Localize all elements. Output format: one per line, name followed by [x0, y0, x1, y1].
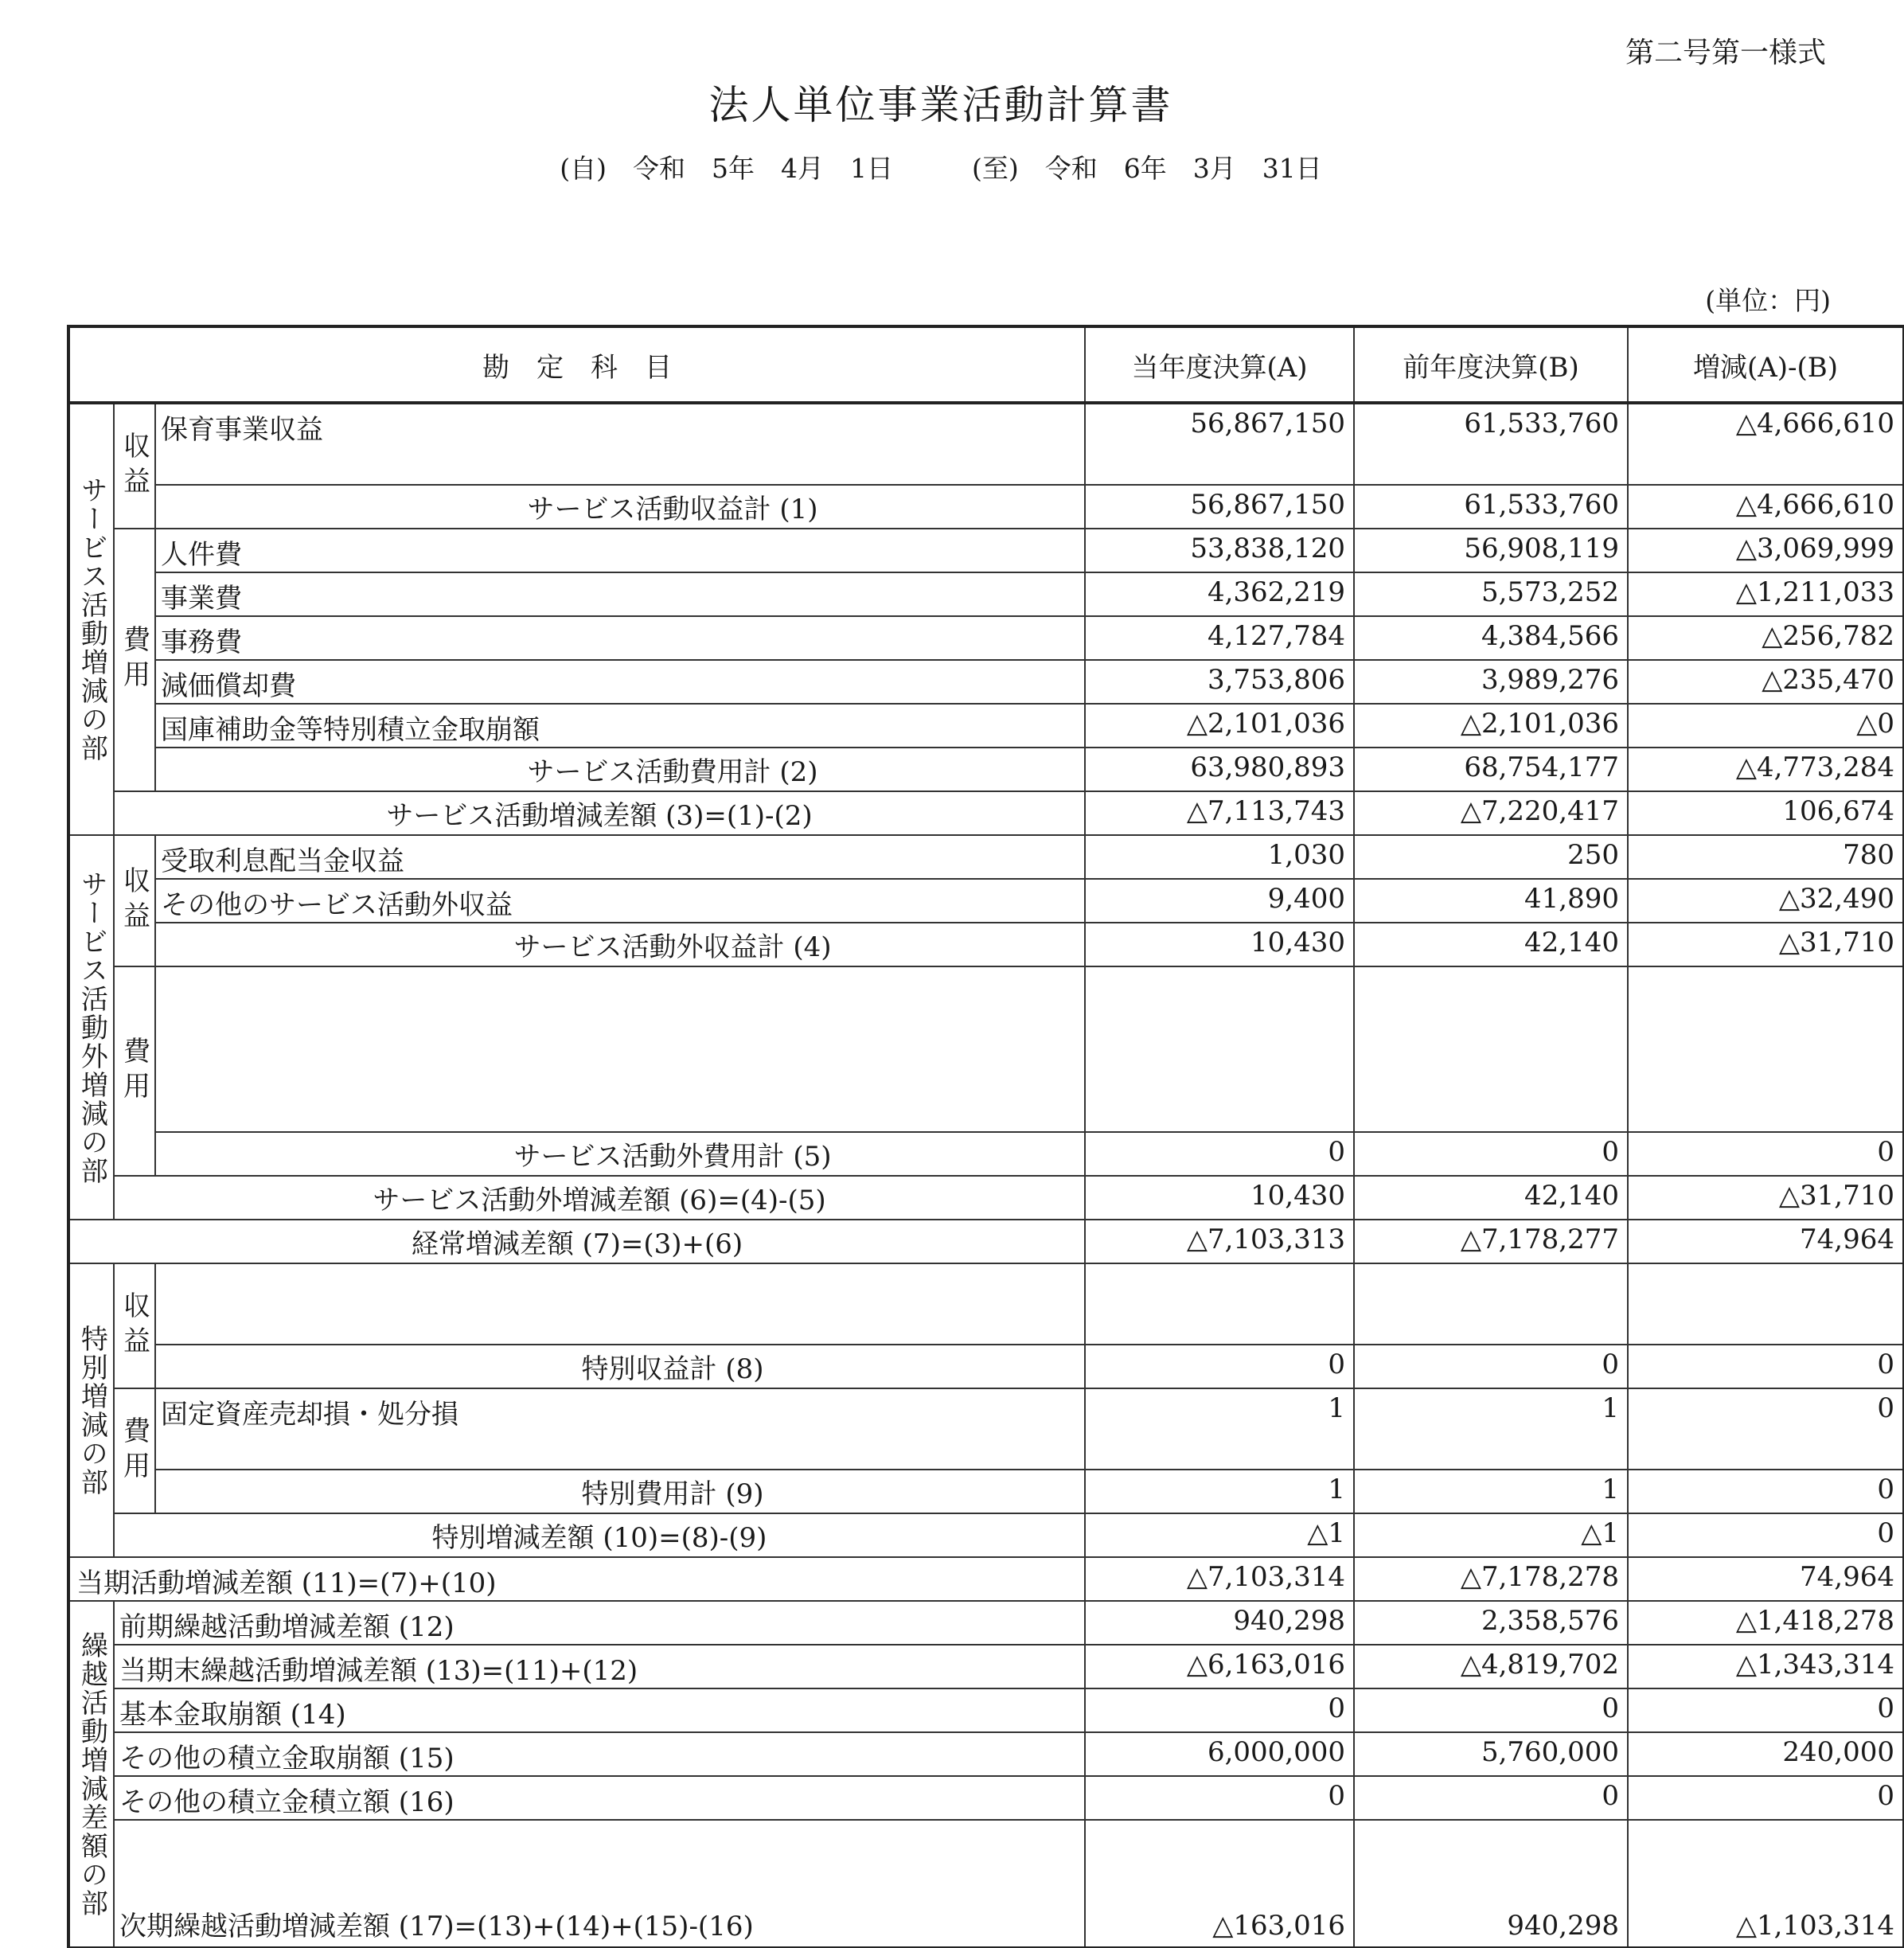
previous-value: 4,384,566 — [1354, 616, 1628, 660]
current-value: 1 — [1085, 1388, 1354, 1470]
row-label: サービス活動費用計 (2) — [155, 748, 1085, 791]
current-value: 940,298 — [1085, 1601, 1354, 1645]
row-label: 特別費用計 (9) — [155, 1470, 1085, 1513]
change-value: 106,674 — [1628, 791, 1903, 835]
col-current-header: 当年度決算(A) — [1085, 327, 1354, 403]
previous-value: 5,760,000 — [1354, 1732, 1628, 1776]
change-value: 0 — [1628, 1345, 1903, 1388]
current-value: 4,127,784 — [1085, 616, 1354, 660]
table-row — [69, 1645, 1903, 1688]
previous-value: 56,908,119 — [1354, 529, 1628, 572]
table-row — [69, 1220, 1903, 1263]
form-number: 第二号第一様式 — [1625, 37, 1826, 69]
table-row — [69, 704, 1903, 748]
row-label: その他のサービス活動外収益 — [155, 879, 1085, 923]
fiscal-period: (自) 令和 5年 4月 1日 (至) 令和 6年 3月 31日 — [560, 153, 1322, 184]
table-row — [69, 791, 1903, 835]
table-row — [69, 1688, 1903, 1732]
current-value: 9,400 — [1085, 879, 1354, 923]
section-special-label: 特別増減の部 — [69, 1263, 114, 1557]
table-row — [69, 485, 1903, 529]
current-value: 0 — [1085, 1776, 1354, 1820]
change-value: △4,666,610 — [1628, 485, 1903, 529]
change-value: △4,666,610 — [1628, 403, 1903, 485]
current-value — [1085, 1263, 1354, 1345]
current-value: 56,867,150 — [1085, 485, 1354, 529]
change-value: 0 — [1628, 1513, 1903, 1557]
row-label: 基本金取崩額 (14) — [114, 1688, 1085, 1732]
row-label: サービス活動収益計 (1) — [155, 485, 1085, 529]
change-value: △1,211,033 — [1628, 572, 1903, 616]
col-change-header: 増減(A)-(B) — [1628, 327, 1903, 403]
current-value: △6,163,016 — [1085, 1645, 1354, 1688]
change-value: △1,103,314 — [1628, 1820, 1903, 1947]
table-row — [69, 660, 1903, 704]
row-label: 前期繰越活動増減差額 (12) — [114, 1601, 1085, 1645]
current-value: 10,430 — [1085, 1176, 1354, 1220]
row-label: 当期末繰越活動増減差額 (13)=(11)+(12) — [114, 1645, 1085, 1688]
header-row — [69, 327, 1903, 403]
previous-value: △7,178,277 — [1354, 1220, 1628, 1263]
table-row — [69, 1557, 1903, 1601]
table-row — [69, 923, 1903, 966]
previous-value: 0 — [1354, 1345, 1628, 1388]
current-value: △7,103,313 — [1085, 1220, 1354, 1263]
change-value: △3,069,999 — [1628, 529, 1903, 572]
table-row — [69, 835, 1903, 879]
previous-value: 5,573,252 — [1354, 572, 1628, 616]
row-label: 受取利息配当金収益 — [155, 835, 1085, 879]
table-row — [69, 572, 1903, 616]
table-row — [69, 1513, 1903, 1557]
previous-value: △7,220,417 — [1354, 791, 1628, 835]
current-value: 53,838,120 — [1085, 529, 1354, 572]
current-value: △2,101,036 — [1085, 704, 1354, 748]
previous-value: 1 — [1354, 1470, 1628, 1513]
row-label: サービス活動外増減差額 (6)=(4)-(5) — [114, 1176, 1085, 1220]
row-label: 特別収益計 (8) — [155, 1345, 1085, 1388]
table-row — [69, 403, 1903, 485]
row-label: 特別増減差額 (10)=(8)-(9) — [114, 1513, 1085, 1557]
change-value: 0 — [1628, 1688, 1903, 1732]
previous-value: 68,754,177 — [1354, 748, 1628, 791]
section-service-label: サービス活動増減の部 — [69, 403, 114, 835]
row-label: 次期繰越活動増減差額 (17)=(13)+(14)+(15)-(16) — [114, 1820, 1085, 1947]
previous-value: △4,819,702 — [1354, 1645, 1628, 1688]
row-label: サービス活動増減差額 (3)=(1)-(2) — [114, 791, 1085, 835]
previous-value: 0 — [1354, 1132, 1628, 1176]
subsection-expense-label: 費用 — [114, 529, 155, 791]
row-label: 経常増減差額 (7)=(3)+(6) — [69, 1220, 1085, 1263]
previous-value: 0 — [1354, 1688, 1628, 1732]
row-label: 減価償却費 — [155, 660, 1085, 704]
change-value: 0 — [1628, 1388, 1903, 1470]
current-value: 1,030 — [1085, 835, 1354, 879]
previous-value: 940,298 — [1354, 1820, 1628, 1947]
current-value: 0 — [1085, 1132, 1354, 1176]
previous-value: 61,533,760 — [1354, 403, 1628, 485]
change-value: 0 — [1628, 1132, 1903, 1176]
previous-value: 0 — [1354, 1776, 1628, 1820]
table-row — [69, 616, 1903, 660]
table-row — [69, 748, 1903, 791]
row-label: 国庫補助金等特別積立金取崩額 — [155, 704, 1085, 748]
row-label: 保育事業収益 — [155, 403, 1085, 485]
change-value: △31,710 — [1628, 1176, 1903, 1220]
table-row — [69, 1388, 1903, 1470]
subsection-expense-label: 費用 — [114, 1388, 155, 1513]
current-value: △7,113,743 — [1085, 791, 1354, 835]
change-value: △1,343,314 — [1628, 1645, 1903, 1688]
row-label: サービス活動外収益計 (4) — [155, 923, 1085, 966]
previous-value: 42,140 — [1354, 1176, 1628, 1220]
blank-row — [155, 1263, 1085, 1345]
current-value: △7,103,314 — [1085, 1557, 1354, 1601]
current-value: 0 — [1085, 1345, 1354, 1388]
row-label: サービス活動外費用計 (5) — [155, 1132, 1085, 1176]
current-value: 1 — [1085, 1470, 1354, 1513]
change-value — [1628, 966, 1903, 1132]
section-carryover-label: 繰越活動増減差額の部 — [69, 1601, 114, 1947]
row-label: その他の積立金取崩額 (15) — [114, 1732, 1085, 1776]
blank-row — [155, 966, 1085, 1132]
table-row — [69, 1176, 1903, 1220]
current-value: 4,362,219 — [1085, 572, 1354, 616]
previous-value: 2,358,576 — [1354, 1601, 1628, 1645]
document-title: 法人単位事業活動計算書 — [708, 82, 1173, 128]
change-value — [1628, 1263, 1903, 1345]
change-value: △31,710 — [1628, 923, 1903, 966]
previous-value — [1354, 966, 1628, 1132]
current-value: 10,430 — [1085, 923, 1354, 966]
table-row — [69, 1345, 1903, 1388]
previous-value: 3,989,276 — [1354, 660, 1628, 704]
row-label: 事業費 — [155, 572, 1085, 616]
row-label: 固定資産売却損・処分損 — [155, 1388, 1085, 1470]
current-value: △1 — [1085, 1513, 1354, 1557]
change-value: 74,964 — [1628, 1220, 1903, 1263]
current-value: 0 — [1085, 1688, 1354, 1732]
current-value: 56,867,150 — [1085, 403, 1354, 485]
table-row — [69, 1601, 1903, 1645]
table-row — [69, 1776, 1903, 1820]
subsection-revenue-label: 収益 — [114, 835, 155, 966]
table-row — [69, 1820, 1903, 1947]
row-label: その他の積立金積立額 (16) — [114, 1776, 1085, 1820]
statement-table — [68, 326, 1904, 1948]
table-row — [69, 966, 1903, 1132]
change-value: △4,773,284 — [1628, 748, 1903, 791]
previous-value — [1354, 1263, 1628, 1345]
change-value: 780 — [1628, 835, 1903, 879]
previous-value: △7,178,278 — [1354, 1557, 1628, 1601]
previous-value: △1 — [1354, 1513, 1628, 1557]
subsection-revenue-label: 収益 — [114, 403, 155, 529]
change-value: 0 — [1628, 1470, 1903, 1513]
col-previous-header: 前年度決算(B) — [1354, 327, 1628, 403]
col-item-header: 勘 定 科 目 — [69, 327, 1085, 403]
change-value: △235,470 — [1628, 660, 1903, 704]
unit-label: (単位：円) — [1705, 285, 1831, 316]
change-value: 74,964 — [1628, 1557, 1903, 1601]
row-label: 人件費 — [155, 529, 1085, 572]
table-row — [69, 1732, 1903, 1776]
previous-value: 41,890 — [1354, 879, 1628, 923]
current-value — [1085, 966, 1354, 1132]
subsection-expense-label: 費用 — [114, 966, 155, 1176]
current-value: 63,980,893 — [1085, 748, 1354, 791]
current-value: △163,016 — [1085, 1820, 1354, 1947]
previous-value: 61,533,760 — [1354, 485, 1628, 529]
change-value: 0 — [1628, 1776, 1903, 1820]
table-row — [69, 879, 1903, 923]
change-value: △1,418,278 — [1628, 1601, 1903, 1645]
current-value: 3,753,806 — [1085, 660, 1354, 704]
section-nonservice-label: サービス活動外増減の部 — [69, 835, 114, 1220]
previous-value: △2,101,036 — [1354, 704, 1628, 748]
table-row — [69, 1470, 1903, 1513]
change-value: △0 — [1628, 704, 1903, 748]
previous-value: 250 — [1354, 835, 1628, 879]
table-row — [69, 529, 1903, 572]
current-value: 6,000,000 — [1085, 1732, 1354, 1776]
table-row — [69, 1132, 1903, 1176]
previous-value: 42,140 — [1354, 923, 1628, 966]
row-label: 当期活動増減差額 (11)=(7)+(10) — [69, 1557, 1085, 1601]
table-row — [69, 1263, 1903, 1345]
change-value: △32,490 — [1628, 879, 1903, 923]
change-value: △256,782 — [1628, 616, 1903, 660]
subsection-revenue-label: 収益 — [114, 1263, 155, 1388]
change-value: 240,000 — [1628, 1732, 1903, 1776]
previous-value: 1 — [1354, 1388, 1628, 1470]
row-label: 事務費 — [155, 616, 1085, 660]
